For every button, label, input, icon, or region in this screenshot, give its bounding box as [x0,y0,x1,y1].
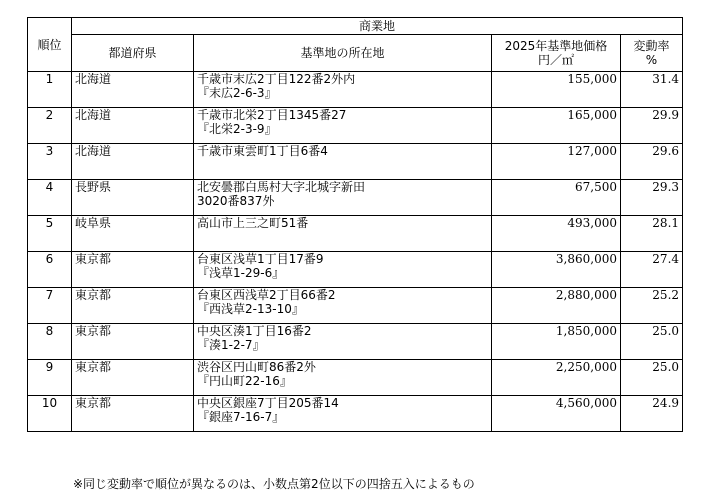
change-cell: 29.6 [621,144,683,180]
change-cell: 31.4 [621,72,683,108]
price-cell: 67,500 [492,180,621,216]
prefecture-cell: 東京都 [72,396,194,432]
address-line: 中央区銀座7丁目205番14 [197,396,339,410]
table-row [28,396,683,432]
rank-cell: 6 [28,252,72,288]
address-cell [194,180,492,216]
change-cell: 25.2 [621,288,683,324]
header-price-unit: 円／㎡ [537,53,574,67]
header-category: 商業地 [72,18,683,35]
address-note: 『末広2-6-3』 [197,86,277,100]
address-line: 千歳市北栄2丁目1345番27 [197,108,347,122]
change-cell: 27.4 [621,252,683,288]
header-change-unit: % [645,53,658,67]
address-cell [194,72,492,108]
address-line: 台東区西浅草2丁目66番2 [197,288,336,302]
address-line: 中央区湊1丁目16番2 [197,324,312,338]
address-note: 『西浅草2-13-10』 [197,302,304,316]
address-note: 『浅草1-29-6』 [197,266,285,280]
address-cell [194,324,492,360]
address-note: 『銀座7-16-7』 [197,410,285,424]
rank-cell: 1 [28,72,72,108]
prefecture-cell: 東京都 [72,252,194,288]
price-cell: 493,000 [492,216,621,252]
header-location: 基準地の所在地 [194,35,492,72]
header-row-columns [28,35,683,72]
header-price-title: 2025年基準地価格 [504,39,608,53]
address-cell [194,108,492,144]
address-line: 北安曇郡白馬村大字北城字新田 [197,180,366,194]
table-body [28,72,683,432]
address-line: 渋谷区円山町86番2外 [197,360,316,374]
rank-cell: 3 [28,144,72,180]
address-line: 台東区浅草1丁目17番9 [197,252,324,266]
rank-cell: 4 [28,180,72,216]
change-cell: 29.3 [621,180,683,216]
table-row [28,108,683,144]
price-cell: 165,000 [492,108,621,144]
change-cell: 25.0 [621,324,683,360]
header-price [492,35,621,72]
header-row-top [28,18,683,35]
address-cell [194,396,492,432]
change-cell: 25.0 [621,360,683,396]
table-row [28,288,683,324]
price-cell: 155,000 [492,72,621,108]
table-row [28,216,683,252]
price-cell: 3,860,000 [492,252,621,288]
table-row [28,324,683,360]
address-cell [194,360,492,396]
table-row [28,360,683,396]
prefecture-cell: 北海道 [72,144,194,180]
prefecture-cell: 東京都 [72,288,194,324]
change-cell: 28.1 [621,216,683,252]
price-cell: 127,000 [492,144,621,180]
prefecture-cell: 長野県 [72,180,194,216]
address-cell [194,288,492,324]
commercial-land-ranking-table [27,17,683,432]
address-line: 千歳市東雲町1丁目6番4 [197,144,328,158]
address-line: 高山市上三之町51番 [197,216,309,230]
rank-cell: 10 [28,396,72,432]
rank-cell: 9 [28,360,72,396]
table-row [28,144,683,180]
address-line: 千歳市末広2丁目122番2外内 [197,72,356,86]
table-row [28,180,683,216]
address-note: 『北栄2-3-9』 [197,122,277,136]
address-note: 『湊1-2-7』 [197,338,265,352]
price-cell: 4,560,000 [492,396,621,432]
prefecture-cell: 東京都 [72,324,194,360]
address-note: 3020番837外 [197,194,275,208]
rank-cell: 2 [28,108,72,144]
change-cell: 24.9 [621,396,683,432]
prefecture-cell: 岐阜県 [72,216,194,252]
change-cell: 29.9 [621,108,683,144]
prefecture-cell: 北海道 [72,72,194,108]
header-rank: 順位 [28,18,72,72]
header-prefecture: 都道府県 [72,35,194,72]
rank-cell: 5 [28,216,72,252]
address-cell [194,252,492,288]
address-cell [194,216,492,252]
prefecture-cell: 東京都 [72,360,194,396]
address-cell [194,144,492,180]
rank-cell: 8 [28,324,72,360]
price-cell: 2,250,000 [492,360,621,396]
footnote: ※同じ変動率で順位が異なるのは、小数点第2位以下の四捨五入によるもの [73,477,475,491]
address-note: 『円山町22-16』 [197,374,292,388]
rank-cell: 7 [28,288,72,324]
table-row [28,252,683,288]
price-cell: 2,880,000 [492,288,621,324]
header-change-title: 変動率 [633,39,670,53]
header-change [621,35,683,72]
price-cell: 1,850,000 [492,324,621,360]
prefecture-cell: 北海道 [72,108,194,144]
table-row [28,72,683,108]
